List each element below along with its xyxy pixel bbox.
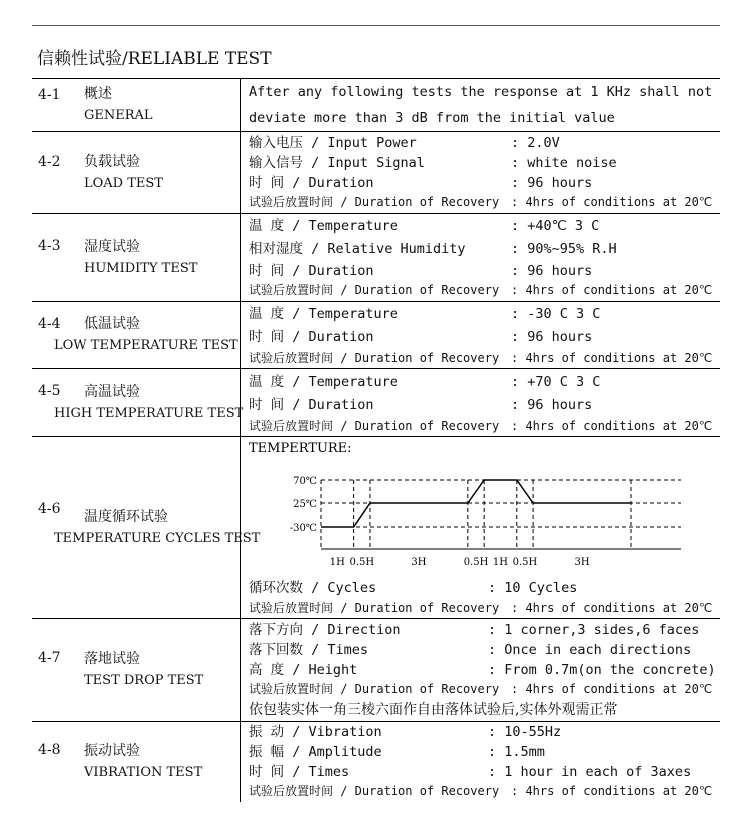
section-names bbox=[54, 382, 244, 424]
section-cn: 高温试验 bbox=[84, 383, 140, 400]
param-value: : From 0.7m(on the concrete) bbox=[488, 661, 716, 678]
section-names bbox=[84, 237, 240, 279]
param-value: : 10 Cycles bbox=[488, 580, 578, 596]
section-cn: 负载试验 bbox=[84, 153, 140, 170]
param-label: 试验后放置时间 / Duration of Recovery bbox=[249, 601, 500, 615]
section-cell-humidity bbox=[32, 214, 241, 302]
param-label: 循环次数 / Cycles bbox=[249, 580, 377, 596]
row-low-temperature bbox=[32, 302, 720, 369]
section-en: VIBRATION TEST bbox=[84, 764, 203, 780]
param-label: 时 间 / Duration bbox=[249, 263, 374, 279]
param-label: 试验后放置时间 / Duration of Recovery bbox=[249, 418, 500, 433]
section-cell-temperature-cycles bbox=[32, 437, 261, 619]
page-title: 信赖性试验/RELIABLE TEST bbox=[37, 49, 272, 69]
param-row bbox=[249, 133, 720, 153]
param-label: 振 动 / Vibration bbox=[249, 724, 382, 741]
param-value: : 4hrs of conditions at 20℃ bbox=[511, 418, 713, 433]
detail-cell-load bbox=[241, 132, 721, 214]
param-label: 温 度 / Temperature bbox=[249, 373, 398, 390]
param-row bbox=[249, 281, 720, 300]
chart-y-labels bbox=[290, 476, 317, 534]
x-segment-label: 1H bbox=[329, 557, 345, 568]
row-general bbox=[32, 79, 720, 132]
section-en: HUMIDITY TEST bbox=[84, 260, 198, 276]
param-value: : 2.0V bbox=[511, 135, 560, 151]
param-row bbox=[249, 349, 720, 368]
param-value: : 96 hours bbox=[511, 263, 593, 279]
section-names bbox=[84, 152, 240, 194]
param-value: : 96 hours bbox=[511, 396, 593, 413]
section-cell-low-temperature bbox=[32, 302, 241, 369]
param-row bbox=[249, 215, 720, 238]
y-tick-label: 70℃ bbox=[293, 476, 317, 487]
param-value: : 96 hours bbox=[511, 329, 593, 345]
section-number: 4-2 bbox=[38, 154, 61, 170]
param-row bbox=[249, 782, 720, 801]
param-value: : 4hrs of conditions at 20℃ bbox=[511, 784, 713, 799]
section-names bbox=[54, 507, 261, 549]
param-value: : white noise bbox=[511, 155, 617, 171]
section-cell-drop bbox=[32, 619, 241, 722]
param-value: : 1 hour in each of 3axes bbox=[488, 764, 692, 781]
param-value: : Once in each directions bbox=[488, 641, 692, 658]
param-value: : 4hrs of conditions at 20℃ bbox=[511, 283, 713, 297]
section-number: 4-5 bbox=[38, 383, 61, 399]
param-value: : 1.5mm bbox=[488, 744, 545, 761]
x-segment-label: 1H bbox=[492, 557, 509, 568]
param-row bbox=[249, 577, 720, 599]
param-row bbox=[249, 193, 720, 212]
section-en: TEMPERATURE CYCLES TEST bbox=[54, 530, 261, 546]
x-segment-label: 0.5H bbox=[512, 557, 538, 568]
section-names bbox=[54, 314, 240, 356]
param-label: 试验后放置时间 / Duration of Recovery bbox=[249, 195, 500, 209]
param-label: 输入电压 / Input Power bbox=[249, 135, 417, 151]
section-en: TEST DROP TEST bbox=[84, 673, 204, 688]
section-cell-load bbox=[32, 132, 241, 214]
param-label: 时 间 / Duration bbox=[249, 396, 374, 413]
param-value: : 96 hours bbox=[511, 175, 593, 191]
section-number: 4-1 bbox=[38, 87, 61, 103]
section-cell-general bbox=[32, 79, 241, 132]
param-row bbox=[249, 302, 720, 326]
param-row bbox=[249, 238, 720, 261]
x-segment-label: 0.5H bbox=[463, 557, 489, 568]
x-segment-label: 3H bbox=[411, 557, 427, 568]
param-label: 高 度 / Height bbox=[249, 661, 358, 678]
temperature-chart bbox=[249, 437, 720, 577]
section-number: 4-6 bbox=[38, 501, 61, 517]
section-number: 4-7 bbox=[38, 650, 61, 666]
section-names bbox=[84, 84, 240, 126]
param-row bbox=[249, 640, 720, 660]
y-tick-label: 25℃ bbox=[293, 499, 317, 510]
param-label: 时 间 / Duration bbox=[249, 175, 374, 191]
param-value: : 4hrs of conditions at 20℃ bbox=[511, 601, 713, 615]
section-names bbox=[84, 741, 240, 783]
detail-cell-drop bbox=[241, 619, 721, 722]
section-cell-vibration bbox=[32, 722, 241, 802]
param-value: : 4hrs of conditions at 20℃ bbox=[511, 681, 713, 696]
section-names bbox=[84, 649, 240, 691]
section-en: HIGH TEMPERATURE TEST bbox=[54, 405, 244, 421]
detail-cell-high-temperature bbox=[241, 369, 721, 437]
param-value: : -30 C 3 C bbox=[511, 306, 601, 322]
detail-cell-humidity bbox=[241, 214, 721, 302]
section-number: 4-3 bbox=[38, 238, 61, 254]
section-cn: 温度循环试验 bbox=[84, 508, 168, 525]
param-label: 温 度 / Temperature bbox=[249, 306, 398, 322]
section-cn: 概述 bbox=[84, 86, 112, 102]
section-cn: 湿度试验 bbox=[84, 238, 140, 255]
top-rule bbox=[32, 25, 720, 26]
param-value: : +70 C 3 C bbox=[511, 373, 601, 390]
param-value: : 10-55Hz bbox=[488, 724, 562, 741]
detail-cell-vibration bbox=[241, 722, 721, 802]
row-humidity bbox=[32, 214, 720, 302]
param-row bbox=[249, 417, 720, 436]
param-row bbox=[249, 394, 720, 417]
param-row bbox=[249, 660, 720, 680]
param-row bbox=[249, 762, 720, 782]
row-drop bbox=[32, 619, 720, 722]
param-label: 振 幅 / Amplitude bbox=[249, 744, 382, 761]
row-vibration bbox=[32, 722, 720, 802]
param-row bbox=[249, 153, 720, 173]
param-value: : +40℃ 3 C bbox=[511, 218, 600, 234]
param-row bbox=[249, 680, 720, 699]
chart-grid bbox=[321, 480, 681, 549]
param-label: 时 间 / Times bbox=[249, 764, 350, 781]
temperature-chart-svg bbox=[249, 437, 719, 575]
param-value: : 1 corner,3 sides,6 faces bbox=[488, 621, 700, 638]
row-temperature-cycles bbox=[32, 437, 720, 619]
row-load bbox=[32, 132, 720, 214]
param-label: 试验后放置时间 / Duration of Recovery bbox=[249, 283, 500, 297]
x-segment-label: 3H bbox=[574, 557, 590, 568]
param-value: : 90%~95% R.H bbox=[511, 241, 617, 257]
param-label: 输入信号 / Input Signal bbox=[249, 155, 425, 171]
chart-title: TEMPERTURE: bbox=[249, 441, 352, 456]
chart-x-labels bbox=[330, 557, 590, 568]
param-label: 相对湿度 / Relative Humidity bbox=[249, 241, 466, 257]
param-row bbox=[249, 742, 720, 762]
section-cn: 落地试验 bbox=[84, 651, 140, 667]
x-segment-label: 0.5H bbox=[349, 557, 375, 568]
param-label: 试验后放置时间 / Duration of Recovery bbox=[249, 351, 500, 365]
param-row bbox=[249, 326, 720, 349]
section-en: LOAD TEST bbox=[84, 175, 163, 191]
section-cell-high-temperature bbox=[32, 369, 244, 437]
param-row bbox=[249, 261, 720, 281]
param-label: 落下回数 / Times bbox=[249, 641, 369, 658]
row-high-temperature bbox=[32, 369, 720, 437]
param-label: 时 间 / Duration bbox=[249, 329, 374, 345]
param-label: 试验后放置时间 / Duration of Recovery bbox=[249, 681, 500, 696]
section-cn: 低温试验 bbox=[84, 316, 140, 332]
y-tick-label: -30℃ bbox=[289, 523, 317, 534]
detail-cell-general bbox=[241, 79, 721, 132]
param-row bbox=[249, 370, 720, 394]
general-text-1: After any following tests the response at 1 KHz shall not bbox=[249, 84, 713, 100]
section-en: LOW TEMPERATURE TEST bbox=[54, 338, 238, 353]
section-number: 4-8 bbox=[38, 742, 61, 758]
param-value: : 4hrs of conditions at 20℃ bbox=[511, 195, 713, 209]
section-en: GENERAL bbox=[84, 108, 153, 123]
detail-cell-temperature-cycles bbox=[241, 437, 721, 619]
section-cn: 振动试验 bbox=[84, 742, 140, 759]
param-row bbox=[249, 722, 720, 742]
param-row bbox=[249, 599, 720, 618]
param-row bbox=[249, 620, 720, 640]
detail-cell-low-temperature bbox=[241, 302, 721, 369]
param-label: 落下方向 / Direction bbox=[249, 621, 401, 638]
reliability-table bbox=[32, 78, 720, 802]
param-label: 温 度 / Temperature bbox=[249, 218, 398, 234]
drop-note: 依包装实体一角三棱六面作自由落体试验后,实体外观需正常 bbox=[249, 701, 618, 718]
param-label: 试验后放置时间 / Duration of Recovery bbox=[249, 784, 500, 799]
section-number: 4-4 bbox=[38, 316, 61, 332]
param-value: : 4hrs of conditions at 20℃ bbox=[511, 351, 713, 365]
param-row bbox=[249, 173, 720, 193]
general-text-2: deviate more than 3 dB from the initial value bbox=[249, 110, 615, 126]
